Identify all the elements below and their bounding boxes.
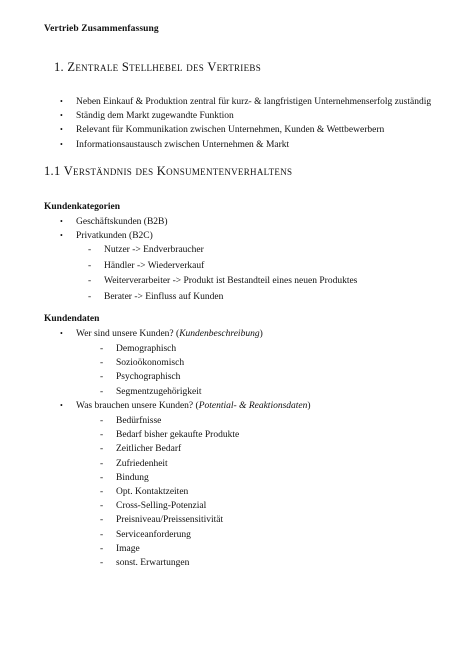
section-heading-1-1: 1.1 Verständnis des Konsumentenverhaltens: [44, 164, 293, 178]
bullet-marker: •: [60, 139, 63, 149]
bullet-marker: •: [60, 231, 63, 241]
list-item-text: Demographisch: [116, 344, 177, 354]
list-item-text: Nutzer -> Endverbraucher: [104, 245, 204, 255]
question-emphasis: Potential- & Reaktionsdaten: [198, 401, 308, 411]
list-item-text: Image: [116, 543, 140, 554]
document-header-title: Vertrieb Zusammenfassung: [44, 24, 159, 34]
dash-marker: -: [88, 260, 92, 271]
list-item-text: sonst. Erwartungen: [116, 557, 190, 568]
dash-marker: -: [100, 501, 104, 512]
dash-marker: -: [88, 276, 92, 286]
list-item-text: Psychographisch: [116, 372, 181, 383]
list-item-text: Bedürfnisse: [116, 416, 162, 426]
list-item-text: [76, 327, 263, 341]
list-item-text: Ständig dem Markt zugewandte Funktion: [76, 111, 234, 122]
question-close: ): [307, 401, 311, 411]
list-item-text: Serviceanforderung: [116, 529, 191, 540]
list-item-text: Sozioökonomisch: [116, 358, 185, 369]
bullet-marker: •: [60, 125, 63, 135]
dash-marker: -: [100, 543, 104, 554]
bullet-marker: •: [60, 401, 63, 410]
dash-marker: -: [100, 458, 104, 469]
dash-marker: -: [88, 291, 92, 302]
list-item-text: Geschäftskunden (B2B): [76, 217, 168, 227]
list-item-text: Berater -> Einfluss auf Kunden: [104, 291, 224, 302]
dash-marker: -: [100, 472, 104, 483]
dash-marker: -: [88, 245, 92, 255]
list-item-text: Zeitlicher Bedarf: [116, 444, 182, 455]
subheading-kundenkategorien: Kundenkategorien: [44, 202, 121, 212]
list-item-text: Privatkunden (B2C): [76, 231, 153, 242]
dash-marker: -: [100, 515, 104, 526]
bullet-marker: •: [60, 217, 63, 226]
list-item-text: Neben Einkauf & Produktion zentral für kurz- & langfristigen Unternehmenserfolg zuständig: [76, 97, 432, 107]
dash-marker: -: [100, 444, 104, 455]
subheading-kundendaten: Kundendaten: [44, 314, 100, 324]
list-item-text: Bindung: [116, 472, 149, 483]
list-item-text: [76, 399, 311, 413]
dash-marker: -: [100, 529, 104, 540]
list-item-text: Bedarf bisher gekaufte Produkte: [116, 430, 240, 441]
dash-marker: -: [100, 430, 104, 441]
dash-marker: -: [100, 486, 104, 497]
list-item-text: Segmentzugehörigkeit: [116, 386, 202, 397]
dash-marker: -: [100, 386, 104, 397]
question-text: Was brauchen unsere Kunden? (: [76, 401, 199, 411]
question-text: Wer sind unsere Kunden? (: [76, 329, 180, 339]
question-emphasis: Kundenbeschreibung: [179, 329, 260, 339]
dash-marker: -: [100, 358, 104, 369]
list-item-text: Preisniveau/Preissensitivität: [116, 515, 224, 526]
list-item-text: Informationsaustausch zwischen Unternehmen & Markt: [76, 139, 290, 150]
question-close: ): [259, 329, 263, 339]
list-item-text: Relevant für Kommunikation zwischen Unternehmen, Kunden & Wettbewerbern: [76, 125, 385, 136]
dash-marker: -: [100, 416, 104, 426]
list-item-text: Cross-Selling-Potenzial: [116, 501, 207, 512]
dash-marker: -: [100, 557, 104, 568]
bullet-marker: •: [60, 111, 63, 121]
list-item-text: Opt. Kontaktzeiten: [116, 486, 189, 497]
list-item-text: Zufriedenheit: [116, 458, 168, 469]
bullet-marker: •: [60, 97, 63, 106]
dash-marker: -: [100, 344, 104, 354]
list-item-text: Weiterverarbeiter -> Produkt ist Bestandteil eines neuen Produktes: [104, 276, 358, 286]
section-heading-1: 1. Zentrale Stellhebel des Vertriebs: [54, 60, 262, 74]
bullet-marker: •: [60, 329, 63, 338]
list-item-text: Händler -> Wiederverkauf: [104, 260, 205, 271]
dash-marker: -: [100, 372, 104, 383]
